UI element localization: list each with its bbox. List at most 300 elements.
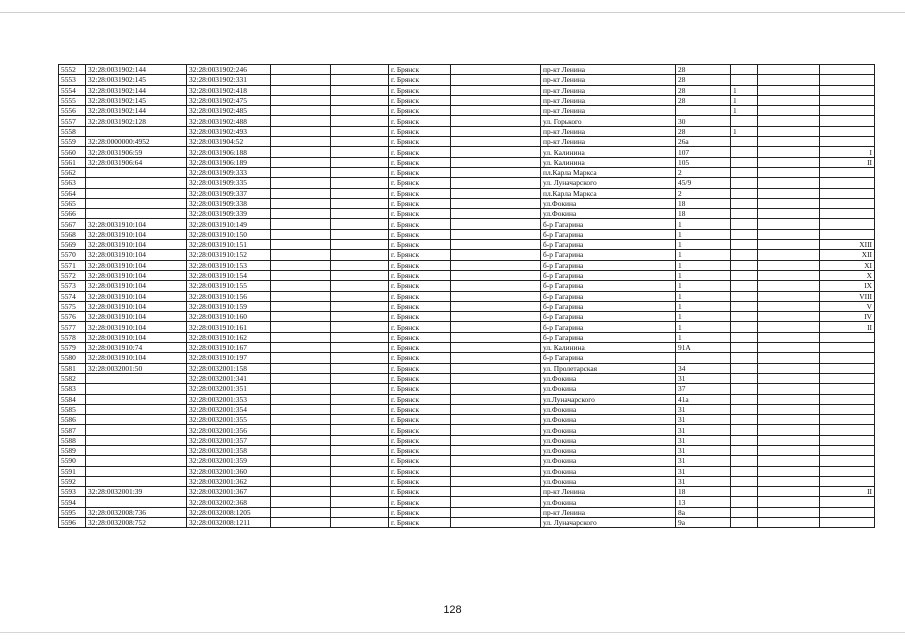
object-cadastral-number-cell: 32:28:0032001:360 xyxy=(187,466,271,476)
empty-cell xyxy=(451,209,541,219)
building-cell xyxy=(731,301,758,311)
empty-cell xyxy=(331,291,389,301)
city-cell: г. Брянск xyxy=(389,343,451,353)
street-cell: ул. Калинина xyxy=(541,343,676,353)
land-cadastral-number-cell: 32:28:0031902:145 xyxy=(86,95,187,105)
land-cadastral-number-cell: 32:28:0032008:752 xyxy=(86,518,187,528)
street-cell: б-р Гагарина xyxy=(541,250,676,260)
premises-number-cell: II xyxy=(820,157,875,167)
premises-number-cell xyxy=(820,373,875,383)
empty-cell xyxy=(331,343,389,353)
row-number-cell: 5592 xyxy=(59,476,86,486)
object-cadastral-number-cell: 32:28:0032001:351 xyxy=(187,384,271,394)
street-cell: б-р Гагарина xyxy=(541,229,676,239)
land-cadastral-number-cell: 32:28:0031910:104 xyxy=(86,219,187,229)
empty-cell xyxy=(271,188,331,198)
empty-cell xyxy=(271,147,331,157)
empty-cell xyxy=(271,198,331,208)
empty-cell xyxy=(451,332,541,342)
land-cadastral-number-cell: 32:28:0031902:144 xyxy=(86,106,187,116)
building-cell xyxy=(731,332,758,342)
house-number-cell: 31 xyxy=(676,415,731,425)
premises-number-cell xyxy=(820,404,875,414)
table-row xyxy=(59,116,875,126)
table-row xyxy=(59,95,875,105)
empty-cell xyxy=(331,466,389,476)
house-number-cell: 1 xyxy=(676,260,731,270)
premises-number-cell xyxy=(820,497,875,507)
street-cell: ул.Фокина xyxy=(541,209,676,219)
house-number-cell: 28 xyxy=(676,65,731,75)
empty-cell xyxy=(758,95,820,105)
table-row xyxy=(59,198,875,208)
city-cell: г. Брянск xyxy=(389,476,451,486)
premises-number-cell xyxy=(820,343,875,353)
table-row xyxy=(59,363,875,373)
empty-cell xyxy=(331,240,389,250)
premises-number-cell xyxy=(820,126,875,136)
land-cadastral-number-cell xyxy=(86,456,187,466)
row-number-cell: 5574 xyxy=(59,291,86,301)
page-number: 128 xyxy=(443,604,462,616)
row-number-cell: 5562 xyxy=(59,167,86,177)
table-row xyxy=(59,157,875,167)
object-cadastral-number-cell: 32:28:0031902:493 xyxy=(187,126,271,136)
row-number-cell: 5588 xyxy=(59,435,86,445)
row-number-cell: 5579 xyxy=(59,343,86,353)
table-row xyxy=(59,106,875,116)
scan-artifact-line-top xyxy=(0,12,905,13)
empty-cell xyxy=(331,260,389,270)
empty-cell xyxy=(271,518,331,528)
house-number-cell: 8а xyxy=(676,507,731,517)
table-row xyxy=(59,322,875,332)
house-number-cell: 1 xyxy=(676,332,731,342)
city-cell: г. Брянск xyxy=(389,301,451,311)
building-cell xyxy=(731,209,758,219)
object-cadastral-number-cell: 32:28:0032001:158 xyxy=(187,363,271,373)
premises-number-cell xyxy=(820,209,875,219)
premises-number-cell xyxy=(820,95,875,105)
table-row xyxy=(59,75,875,85)
empty-cell xyxy=(331,126,389,136)
object-cadastral-number-cell: 32:28:0031910:155 xyxy=(187,281,271,291)
building-cell xyxy=(731,229,758,239)
row-number-cell: 5591 xyxy=(59,466,86,476)
row-number-cell: 5587 xyxy=(59,425,86,435)
table-row xyxy=(59,445,875,455)
building-cell xyxy=(731,147,758,157)
premises-number-cell xyxy=(820,198,875,208)
building-cell xyxy=(731,435,758,445)
empty-cell xyxy=(331,363,389,373)
empty-cell xyxy=(451,147,541,157)
building-cell xyxy=(731,476,758,486)
empty-cell xyxy=(271,435,331,445)
object-cadastral-number-cell: 32:28:0032001:356 xyxy=(187,425,271,435)
empty-cell xyxy=(331,95,389,105)
street-cell: б-р Гагарина xyxy=(541,291,676,301)
empty-cell xyxy=(331,219,389,229)
empty-cell xyxy=(271,487,331,497)
object-cadastral-number-cell: 32:28:0032001:367 xyxy=(187,487,271,497)
object-cadastral-number-cell: 32:28:0032001:354 xyxy=(187,404,271,414)
street-cell: ул. Пролетарская xyxy=(541,363,676,373)
row-number-cell: 5580 xyxy=(59,353,86,363)
empty-cell xyxy=(331,229,389,239)
house-number-cell: 107 xyxy=(676,147,731,157)
city-cell: г. Брянск xyxy=(389,75,451,85)
city-cell: г. Брянск xyxy=(389,116,451,126)
premises-number-cell xyxy=(820,188,875,198)
empty-cell xyxy=(758,518,820,528)
empty-cell xyxy=(451,445,541,455)
empty-cell xyxy=(758,106,820,116)
empty-cell xyxy=(271,384,331,394)
empty-cell xyxy=(331,415,389,425)
premises-number-cell xyxy=(820,65,875,75)
empty-cell xyxy=(451,497,541,507)
empty-cell xyxy=(331,373,389,383)
empty-cell xyxy=(271,250,331,260)
empty-cell xyxy=(331,75,389,85)
city-cell: г. Брянск xyxy=(389,487,451,497)
city-cell: г. Брянск xyxy=(389,384,451,394)
row-number-cell: 5563 xyxy=(59,178,86,188)
premises-number-cell: IV xyxy=(820,312,875,322)
house-number-cell: 31 xyxy=(676,466,731,476)
house-number-cell: 1 xyxy=(676,250,731,260)
empty-cell xyxy=(271,219,331,229)
row-number-cell: 5559 xyxy=(59,137,86,147)
empty-cell xyxy=(758,415,820,425)
object-cadastral-number-cell: 32:28:0031909:339 xyxy=(187,209,271,219)
city-cell: г. Брянск xyxy=(389,445,451,455)
premises-number-cell xyxy=(820,466,875,476)
city-cell: г. Брянск xyxy=(389,250,451,260)
empty-cell xyxy=(758,404,820,414)
land-cadastral-number-cell xyxy=(86,188,187,198)
table-row xyxy=(59,178,875,188)
table-row xyxy=(59,167,875,177)
city-cell: г. Брянск xyxy=(389,147,451,157)
empty-cell xyxy=(271,404,331,414)
land-cadastral-number-cell: 32:28:0032001:50 xyxy=(86,363,187,373)
building-cell xyxy=(731,415,758,425)
premises-number-cell xyxy=(820,75,875,85)
premises-number-cell: I xyxy=(820,147,875,157)
house-number-cell xyxy=(676,106,731,116)
row-number-cell: 5596 xyxy=(59,518,86,528)
empty-cell xyxy=(331,198,389,208)
premises-number-cell: VIII xyxy=(820,291,875,301)
empty-cell xyxy=(758,126,820,136)
table-row xyxy=(59,219,875,229)
house-number-cell: 1 xyxy=(676,322,731,332)
object-cadastral-number-cell: 32:28:0032008:1211 xyxy=(187,518,271,528)
empty-cell xyxy=(451,476,541,486)
object-cadastral-number-cell: 32:28:0032001:357 xyxy=(187,435,271,445)
table-row xyxy=(59,137,875,147)
building-cell xyxy=(731,456,758,466)
city-cell: г. Брянск xyxy=(389,270,451,280)
premises-number-cell xyxy=(820,476,875,486)
empty-cell xyxy=(271,291,331,301)
city-cell: г. Брянск xyxy=(389,281,451,291)
land-cadastral-number-cell: 32:28:0031906:64 xyxy=(86,157,187,167)
empty-cell xyxy=(451,353,541,363)
empty-cell xyxy=(271,157,331,167)
building-cell xyxy=(731,384,758,394)
empty-cell xyxy=(451,250,541,260)
table-row xyxy=(59,384,875,394)
empty-cell xyxy=(451,384,541,394)
empty-cell xyxy=(758,507,820,517)
land-cadastral-number-cell xyxy=(86,425,187,435)
building-cell xyxy=(731,466,758,476)
row-number-cell: 5589 xyxy=(59,445,86,455)
empty-cell xyxy=(271,301,331,311)
city-cell: г. Брянск xyxy=(389,291,451,301)
building-cell xyxy=(731,343,758,353)
land-cadastral-number-cell: 32:28:0031910:74 xyxy=(86,343,187,353)
empty-cell xyxy=(271,137,331,147)
object-cadastral-number-cell: 32:28:0031902:418 xyxy=(187,85,271,95)
street-cell: пр-кт Ленина xyxy=(541,126,676,136)
building-cell xyxy=(731,281,758,291)
premises-number-cell xyxy=(820,332,875,342)
premises-number-cell xyxy=(820,435,875,445)
empty-cell xyxy=(271,415,331,425)
land-cadastral-number-cell: 32:28:0031910:104 xyxy=(86,240,187,250)
object-cadastral-number-cell: 32:28:0031910:197 xyxy=(187,353,271,363)
empty-cell xyxy=(331,270,389,280)
city-cell: г. Брянск xyxy=(389,260,451,270)
city-cell: г. Брянск xyxy=(389,137,451,147)
object-cadastral-number-cell: 32:28:0032001:353 xyxy=(187,394,271,404)
empty-cell xyxy=(451,229,541,239)
empty-cell xyxy=(271,363,331,373)
house-number-cell: 28 xyxy=(676,95,731,105)
street-cell: ул. Луначарского xyxy=(541,178,676,188)
empty-cell xyxy=(451,219,541,229)
land-cadastral-number-cell xyxy=(86,435,187,445)
empty-cell xyxy=(758,178,820,188)
house-number-cell: 26а xyxy=(676,137,731,147)
empty-cell xyxy=(758,332,820,342)
empty-cell xyxy=(331,167,389,177)
empty-cell xyxy=(451,116,541,126)
house-number-cell: 28 xyxy=(676,85,731,95)
empty-cell xyxy=(758,198,820,208)
premises-number-cell xyxy=(820,394,875,404)
building-cell xyxy=(731,260,758,270)
city-cell: г. Брянск xyxy=(389,157,451,167)
building-cell xyxy=(731,487,758,497)
land-cadastral-number-cell xyxy=(86,209,187,219)
empty-cell xyxy=(271,281,331,291)
table-row xyxy=(59,394,875,404)
empty-cell xyxy=(271,373,331,383)
empty-cell xyxy=(271,260,331,270)
empty-cell xyxy=(451,137,541,147)
empty-cell xyxy=(451,394,541,404)
object-cadastral-number-cell: 32:28:0032001:359 xyxy=(187,456,271,466)
empty-cell xyxy=(331,435,389,445)
empty-cell xyxy=(451,270,541,280)
premises-number-cell xyxy=(820,137,875,147)
building-cell xyxy=(731,270,758,280)
land-cadastral-number-cell xyxy=(86,404,187,414)
empty-cell xyxy=(331,353,389,363)
object-cadastral-number-cell: 32:28:0031910:149 xyxy=(187,219,271,229)
empty-cell xyxy=(271,497,331,507)
empty-cell xyxy=(758,147,820,157)
empty-cell xyxy=(331,312,389,322)
table-row xyxy=(59,301,875,311)
premises-number-cell: XIII xyxy=(820,240,875,250)
table-row xyxy=(59,343,875,353)
empty-cell xyxy=(331,322,389,332)
object-cadastral-number-cell: 32:28:0032001:355 xyxy=(187,415,271,425)
empty-cell xyxy=(451,487,541,497)
house-number-cell: 41а xyxy=(676,394,731,404)
row-number-cell: 5583 xyxy=(59,384,86,394)
empty-cell xyxy=(758,209,820,219)
premises-number-cell: XI xyxy=(820,260,875,270)
street-cell: ул.Фокина xyxy=(541,497,676,507)
object-cadastral-number-cell: 32:28:0031909:337 xyxy=(187,188,271,198)
building-cell xyxy=(731,137,758,147)
street-cell: пр-кт Ленина xyxy=(541,507,676,517)
premises-number-cell xyxy=(820,229,875,239)
empty-cell xyxy=(271,476,331,486)
empty-cell xyxy=(331,394,389,404)
table-row xyxy=(59,456,875,466)
empty-cell xyxy=(758,384,820,394)
building-cell xyxy=(731,373,758,383)
object-cadastral-number-cell: 32:28:0031910:151 xyxy=(187,240,271,250)
table-row xyxy=(59,209,875,219)
city-cell: г. Брянск xyxy=(389,425,451,435)
row-number-cell: 5590 xyxy=(59,456,86,466)
house-number-cell: 1 xyxy=(676,312,731,322)
table-row xyxy=(59,404,875,414)
street-cell: пр-кт Ленина xyxy=(541,95,676,105)
house-number-cell: 28 xyxy=(676,126,731,136)
empty-cell xyxy=(451,95,541,105)
empty-cell xyxy=(451,85,541,95)
empty-cell xyxy=(331,518,389,528)
property-register-table xyxy=(58,64,875,528)
street-cell: б-р Гагарина xyxy=(541,353,676,363)
land-cadastral-number-cell: 32:28:0031902:145 xyxy=(86,75,187,85)
premises-number-cell xyxy=(820,456,875,466)
street-cell: б-р Гагарина xyxy=(541,301,676,311)
table-row xyxy=(59,291,875,301)
building-cell xyxy=(731,219,758,229)
empty-cell xyxy=(758,167,820,177)
empty-cell xyxy=(271,240,331,250)
land-cadastral-number-cell xyxy=(86,126,187,136)
empty-cell xyxy=(451,126,541,136)
empty-cell xyxy=(271,332,331,342)
object-cadastral-number-cell: 32:28:0031910:167 xyxy=(187,343,271,353)
table-row xyxy=(59,425,875,435)
empty-cell xyxy=(331,209,389,219)
object-cadastral-number-cell: 32:28:0031906:188 xyxy=(187,147,271,157)
land-cadastral-number-cell xyxy=(86,445,187,455)
empty-cell xyxy=(271,229,331,239)
empty-cell xyxy=(451,167,541,177)
empty-cell xyxy=(331,332,389,342)
empty-cell xyxy=(451,75,541,85)
empty-cell xyxy=(271,85,331,95)
object-cadastral-number-cell: 32:28:0031904:52 xyxy=(187,137,271,147)
empty-cell xyxy=(331,116,389,126)
land-cadastral-number-cell: 32:28:0031910:104 xyxy=(86,301,187,311)
house-number-cell: 31 xyxy=(676,373,731,383)
land-cadastral-number-cell xyxy=(86,415,187,425)
empty-cell xyxy=(331,476,389,486)
city-cell: г. Брянск xyxy=(389,229,451,239)
empty-cell xyxy=(758,322,820,332)
empty-cell xyxy=(758,291,820,301)
object-cadastral-number-cell: 32:28:0031910:159 xyxy=(187,301,271,311)
empty-cell xyxy=(758,240,820,250)
empty-cell xyxy=(758,157,820,167)
building-cell: 1 xyxy=(731,126,758,136)
object-cadastral-number-cell: 32:28:0031902:331 xyxy=(187,75,271,85)
empty-cell xyxy=(271,394,331,404)
empty-cell xyxy=(271,106,331,116)
city-cell: г. Брянск xyxy=(389,106,451,116)
empty-cell xyxy=(451,363,541,373)
street-cell: пл.Карла Маркса xyxy=(541,188,676,198)
house-number-cell: 1 xyxy=(676,270,731,280)
empty-cell xyxy=(331,250,389,260)
land-cadastral-number-cell: 32:28:0031910:104 xyxy=(86,312,187,322)
city-cell: г. Брянск xyxy=(389,394,451,404)
premises-number-cell: XII xyxy=(820,250,875,260)
object-cadastral-number-cell: 32:28:0031902:488 xyxy=(187,116,271,126)
row-number-cell: 5557 xyxy=(59,116,86,126)
premises-number-cell xyxy=(820,178,875,188)
row-number-cell: 5566 xyxy=(59,209,86,219)
empty-cell xyxy=(271,116,331,126)
object-cadastral-number-cell: 32:28:0031910:153 xyxy=(187,260,271,270)
empty-cell xyxy=(451,425,541,435)
house-number-cell: 31 xyxy=(676,435,731,445)
land-cadastral-number-cell: 32:28:0031910:104 xyxy=(86,229,187,239)
empty-cell xyxy=(451,404,541,414)
empty-cell xyxy=(451,106,541,116)
table-row xyxy=(59,497,875,507)
empty-cell xyxy=(271,425,331,435)
land-cadastral-number-cell xyxy=(86,178,187,188)
empty-cell xyxy=(331,65,389,75)
city-cell: г. Брянск xyxy=(389,456,451,466)
building-cell xyxy=(731,497,758,507)
empty-cell xyxy=(331,301,389,311)
premises-number-cell xyxy=(820,425,875,435)
premises-number-cell xyxy=(820,415,875,425)
house-number-cell: 31 xyxy=(676,445,731,455)
building-cell xyxy=(731,425,758,435)
row-number-cell: 5564 xyxy=(59,188,86,198)
empty-cell xyxy=(758,343,820,353)
table-row xyxy=(59,65,875,75)
